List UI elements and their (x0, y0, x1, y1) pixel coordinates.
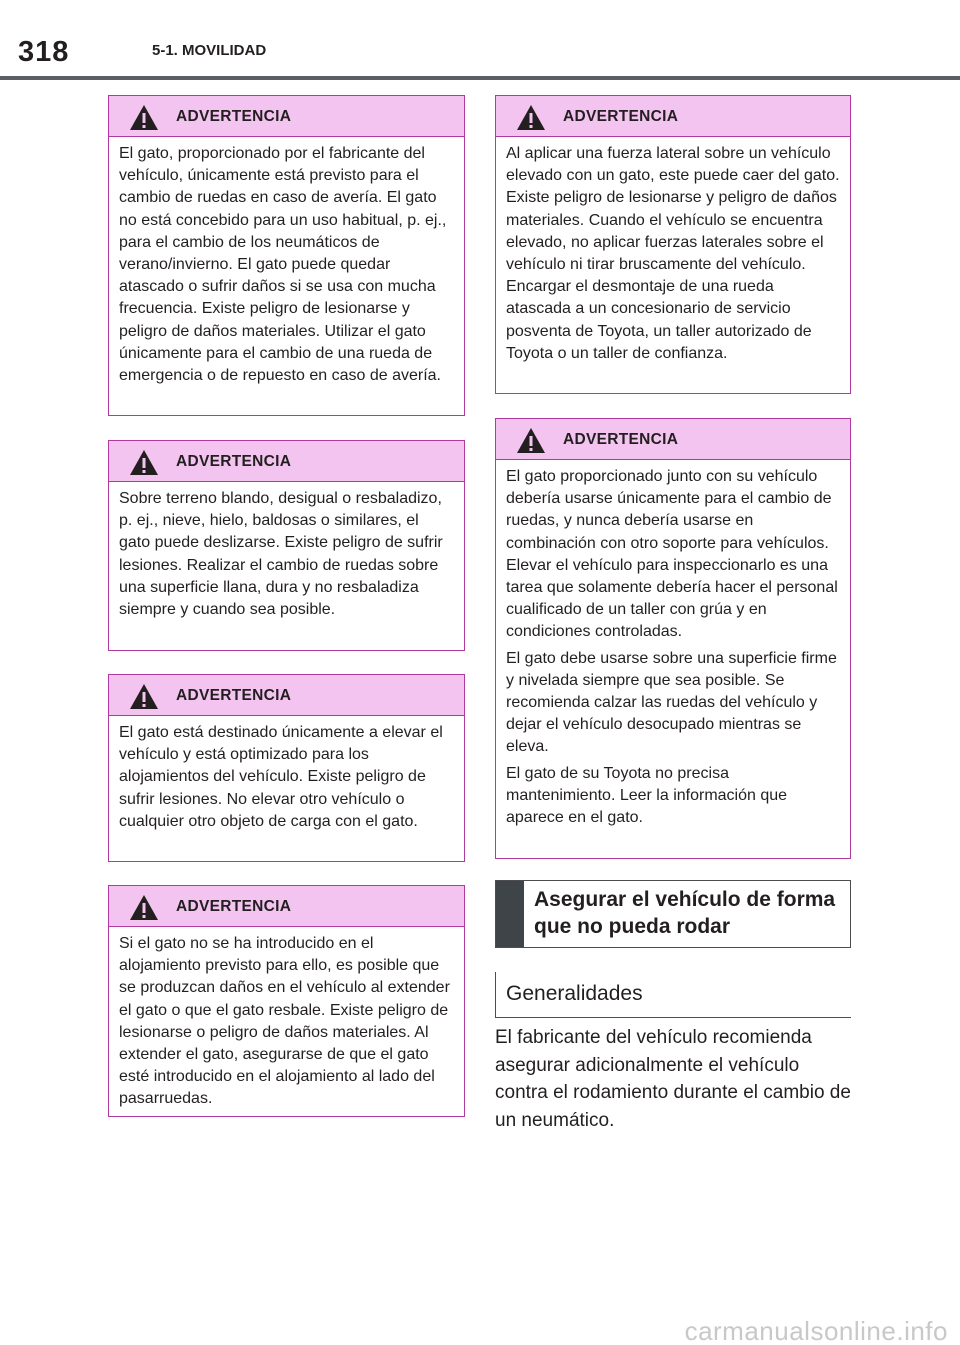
warning-title: ADVERTENCIA (176, 898, 292, 915)
warning-triangle-icon (129, 104, 159, 131)
warning-body (496, 137, 850, 373)
section-title: 5-1. MOVILIDAD (152, 42, 267, 59)
page-number: 318 (18, 36, 70, 68)
warning-paragraph: El gato debe usarse sobre una superficie firme y nivelada siempre que sea posible. Se recomienda calzar las ruedas del vehículo y dejar el vehículo desocupado mientras se eleva. (506, 649, 837, 756)
warning-box-3 (108, 674, 465, 862)
warning-title: ADVERTENCIA (176, 453, 292, 470)
warning-paragraph: Si el gato no se ha introducido en el alojamiento previsto para ello, es posible que se produzcan daños en el vehículo al extender el gato o que el gato resbale. Existe peligro de lesionarse o peligro de daños materiales. Al extender el gato, asegurarse de que el gato esté introducido en el alojamiento al lado del pasarruedas. (119, 935, 450, 1108)
warning-title: ADVERTENCIA (563, 431, 679, 448)
warning-body (109, 716, 464, 841)
warning-paragraph: El gato está destinado únicamente a elevar el vehículo y está optimizado para los alojamientos del vehículo. Existe peligro de sufrir lesiones. No elevar otro vehículo o cualquier otro objeto de carga con el gato. (119, 724, 443, 830)
subheading (495, 972, 851, 1018)
warning-paragraph: El gato de su Toyota no precisa mantenimiento. Leer la información que aparece en el gato. (506, 764, 788, 827)
warning-header (109, 96, 464, 137)
warning-header (109, 675, 464, 716)
header-divider (0, 76, 960, 80)
warning-header (496, 96, 850, 137)
page-header (0, 0, 960, 80)
warning-body (109, 927, 464, 1119)
heading-accent-bar (496, 881, 524, 947)
warning-title: ADVERTENCIA (176, 687, 292, 704)
warning-body (109, 482, 464, 629)
warning-box-6 (495, 418, 851, 859)
warning-triangle-icon (516, 104, 546, 131)
warning-header (496, 419, 850, 460)
section-heading-text: Asegurar el vehículo de forma que no pueda rodar (534, 888, 836, 938)
body-paragraph: El fabricante del vehículo recomienda asegurar adicionalmente el vehículo contra el rodamiento durante el cambio de un neumático. (495, 1027, 851, 1131)
section-heading (495, 880, 851, 948)
warning-triangle-icon (129, 683, 159, 710)
warning-title: ADVERTENCIA (176, 108, 292, 125)
warning-header (109, 441, 464, 482)
warning-triangle-icon (129, 449, 159, 476)
warning-paragraph: Al aplicar una fuerza lateral sobre un vehículo elevado con un gato, este puede caer del gato. Existe peligro de lesionarse y peligro de daños materiales. Cuando el vehículo se encuentra elevado, no aplicar fuerzas laterales sobre el vehículo ni tirar bruscamente del vehículo. Encargar el desmontaje de una rueda atascada a un concesionario de servicio posventa de Toyota, un taller autorizado de Toyota o un taller de confianza. (506, 145, 840, 362)
warning-box-2 (108, 440, 465, 651)
warning-box-5 (495, 95, 851, 394)
warning-title: ADVERTENCIA (563, 108, 679, 125)
warning-triangle-icon (516, 427, 546, 454)
warning-paragraph: El gato, proporcionado por el fabricante del vehículo, únicamente está previsto para el cambio de ruedas en caso de avería. El gato no está concebido para un uso habitual, p. ej., para el cambio de los neumáticos de verano/invierno. El gato puede quedar atascado o sufrir daños si se usa con mucha frecuencia. Existe peligro de lesionarse y peligro de daños materiales. Utilizar el gato únicamente para el cambio de una rueda de emergencia o de repuesto en caso de avería. (119, 145, 447, 385)
warning-box-4 (108, 885, 465, 1117)
warning-triangle-icon (129, 894, 159, 921)
warning-box-1 (108, 95, 465, 416)
warning-body (109, 137, 464, 395)
warning-header (109, 886, 464, 927)
watermark: carmanualsonline.info (684, 1316, 948, 1345)
warning-body (496, 460, 850, 837)
subheading-text: Generalidades (506, 982, 643, 1005)
warning-paragraph: El gato proporcionado junto con su vehículo debería usarse únicamente para el cambio de ruedas, y nunca debería usarse en combinación con otro soporte para vehículos. Elevar el vehículo para inspeccionarlo es una tarea que solamente debería hacer el personal cualificado de un taller con grúa y en condiciones controladas. (506, 468, 838, 641)
warning-paragraph: Sobre terreno blando, desigual o resbaladizo, p. ej., nieve, hielo, baldosas o similares, el gato puede deslizarse. Existe peligro de sufrir lesiones. Realizar el cambio de ruedas sobre una superficie llana, dura y no resbaladiza siempre y cuando sea posible. (119, 490, 443, 619)
